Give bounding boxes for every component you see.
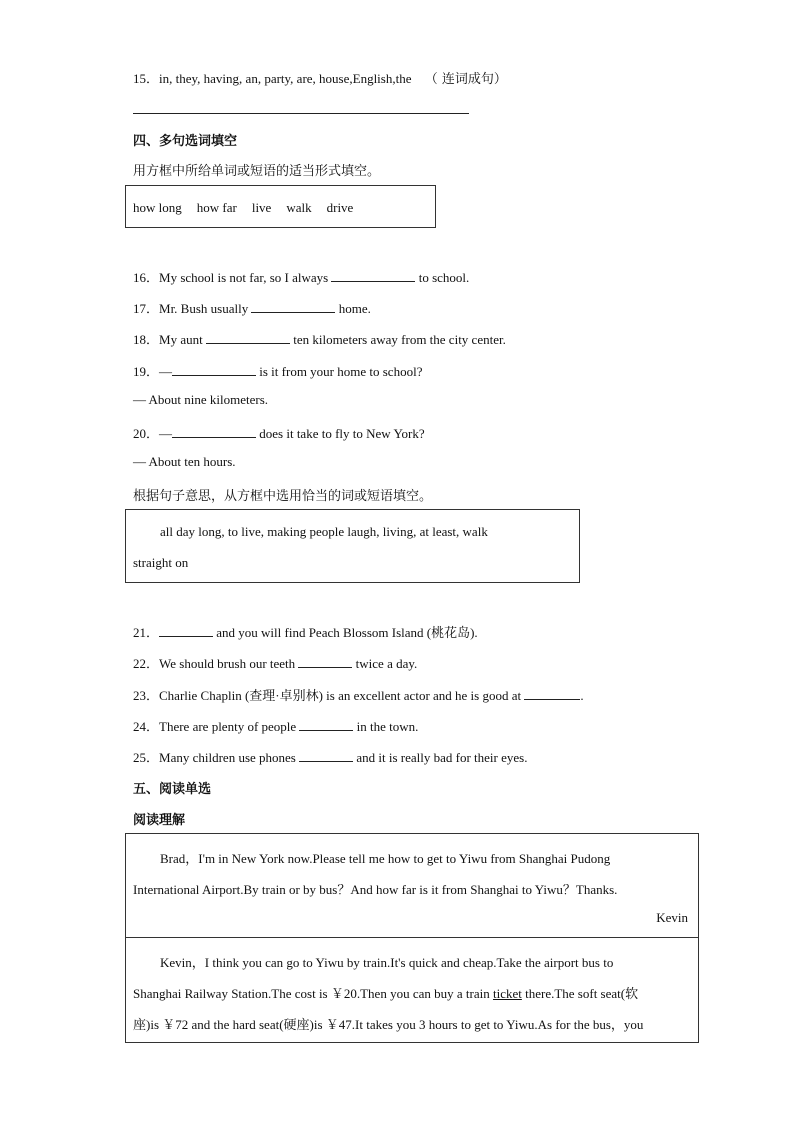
question-text: ten kilometers away from the city center. [293,332,506,347]
word-option: walk [286,200,312,215]
blank[interactable] [298,666,352,668]
answer-19: — About nine kilometers. [133,392,269,407]
question-text: — [159,364,173,379]
question-text: and you will find Peach Blossom Island (桃花岛). [216,625,478,640]
word-box-2-line-2: straight on [133,555,189,570]
answer-line[interactable] [133,113,469,114]
letter-1-box [125,833,699,938]
question-text: in the town. [356,719,419,734]
word-option: how long [133,200,182,215]
word-option: live [251,200,272,215]
letter-2-box [125,937,699,1043]
question-number: 22． [133,656,160,671]
question-number: 25． [133,750,160,765]
question-number: 20． [133,426,160,441]
question-15 [133,68,507,87]
blank[interactable] [299,729,353,731]
question-text: My aunt [159,332,203,347]
question-18 [133,329,506,348]
question-16 [133,267,469,286]
question-20 [133,423,425,442]
blank[interactable] [331,280,415,282]
blank[interactable] [172,374,256,376]
question-22 [133,653,417,672]
word-box-2-line-1: all day long, to live, making people laugh, living, at least, walk [160,524,488,539]
blank[interactable] [251,311,335,313]
question-text: Mr. Bush usually [159,301,249,316]
blank[interactable] [524,698,580,700]
word-box-1 [125,185,436,228]
letter-2-line-3: 座)is ￥72 and the hard seat(硬座)is ￥47.It takes you 3 hours to get to Yiwu.As for the bus，you [133,1017,644,1032]
section-4-title: 四、多句选词填空 [133,134,238,149]
question-text: is it from your home to school? [259,364,423,379]
word-option: how far [196,200,237,215]
question-text: We should brush our teeth [159,656,296,671]
question-17 [133,298,371,317]
question-text: There are plenty of people [159,719,297,734]
question-number: 16． [133,270,160,285]
question-19 [133,361,422,380]
question-text: does it take to fly to New York? [259,426,425,441]
question-text: — [159,426,173,441]
letter-text: there.The soft seat(软 [525,986,639,1001]
question-text: and it is really bad for their eyes. [356,750,528,765]
section-5-subtitle: 阅读理解 [133,813,186,828]
question-number: 19． [133,364,160,379]
question-21 [133,622,478,641]
letter-1-line-1: Brad，I'm in New York now.Please tell me how to get to Yiwu from Shanghai Pudong [160,851,611,866]
question-text: twice a day. [355,656,418,671]
question-24 [133,716,418,735]
section-5-title: 五、阅读单选 [133,782,212,797]
letter-text: Shanghai Railway Station.The cost is ￥20.Then you can buy a train [133,986,490,1001]
blank[interactable] [299,760,353,762]
question-text: Charlie Chaplin (查理·卓别林) is an excellent actor and he is good at [159,688,522,703]
letter-1-line-2: International Airport.By train or by bus？And how far is it from Shanghai to Yiwu？Thanks. [133,882,618,897]
letter-1-signature: Kevin [656,910,688,925]
word-box-2 [125,509,580,583]
answer-20: — About ten hours. [133,454,236,469]
question-text: . [580,688,584,703]
question-instruction: （ 连词成句） [424,72,507,87]
question-text: Many children use phones [159,750,296,765]
letter-2-line-2 [133,983,638,1002]
question-number: 17． [133,301,160,316]
question-number: 18． [133,332,160,347]
section-4-instruction: 用方框中所给单词或短语的适当形式填空。 [133,164,381,179]
question-number: 15． [133,71,160,86]
blank[interactable] [159,635,213,637]
question-text: to school. [418,270,470,285]
word-option: drive [326,200,354,215]
question-number: 21． [133,625,160,640]
letter-2-line-1: Kevin，I think you can go to Yiwu by train.It's quick and cheap.Take the airport bus to [160,955,614,970]
word-box-1-words [133,200,353,216]
question-text: home. [338,301,371,316]
blank[interactable] [206,342,290,344]
question-25 [133,747,527,766]
question-text: My school is not far, so I always [159,270,329,285]
question-number: 23． [133,688,160,703]
underlined-word: ticket [492,986,522,1001]
question-23 [133,685,584,704]
section-4-instruction-2: 根据句子意思，从方框中选用恰当的词或短语填空。 [133,489,433,504]
question-text: in, they, having, an, party, are, house,English,the [159,71,412,86]
question-number: 24． [133,719,160,734]
blank[interactable] [172,436,256,438]
